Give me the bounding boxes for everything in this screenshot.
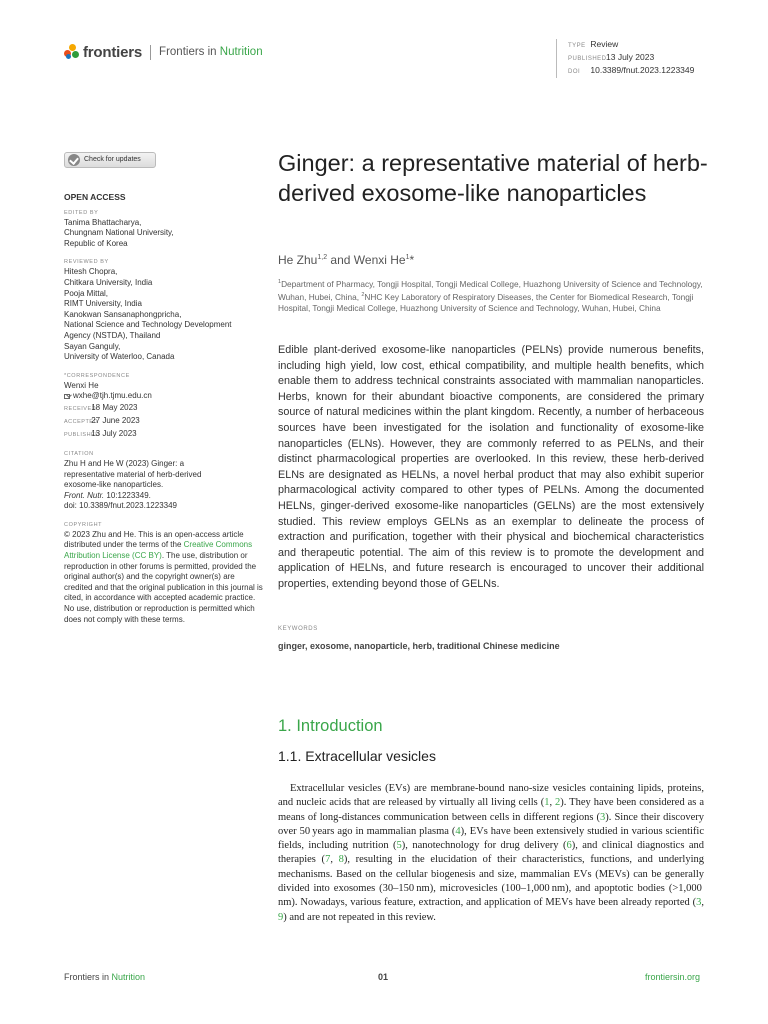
date-received: RECEIVED 18 May 2023 — [64, 402, 138, 412]
subsection-heading-extracellular-vesicles: 1.1. Extracellular vesicles — [278, 748, 436, 764]
brand-divider — [150, 45, 151, 60]
affiliations: $^1$Department of Pharmacy, Tongji Hospital, Tongji Medical College, Huazhong University of Science and Technology, Wuhan, Hubei, China, $^2$NHC Key Laboratory of Respiratory Diseases, the Center for Biomedical Research, Tongji Hospital, Tongji Medical College, Huazhong University of Science and Technology, Wuhan, Hubei, China — [278, 278, 703, 313]
footer-journal[interactable]: Frontiers in Nutrition — [64, 972, 146, 982]
date-published: PUBLISHED 13 July 2023 — [64, 428, 137, 438]
keywords-label: KEYWORDS — [278, 626, 318, 632]
meta-published: PUBLISHED13 July 2023 — [568, 52, 655, 62]
correspondence-name: Wenxi He — [64, 380, 99, 390]
citation-link-9[interactable]: 9 — [278, 911, 284, 923]
reviewed-by-label: REVIEWED BY — [64, 259, 109, 266]
mail-icon — [64, 394, 70, 399]
article-meta — [556, 39, 694, 78]
brand-name: frontiers — [83, 43, 143, 61]
reviewer-list: Hitesh Chopra, Chitkara University, India Pooja Mittal, RIMT University, India Kanokwan Sansanaphongpricha, National Science and Technology Development Agency (NSTDA), Thailand Sayan Ganguly, University of Waterloo, Canada — [64, 267, 232, 362]
check-for-updates-button[interactable]: Check for updates — [64, 152, 156, 168]
article-sidebar — [64, 152, 264, 625]
open-access-label: OPEN ACCESS — [64, 192, 126, 202]
citation-link-1[interactable]: 1 — [544, 797, 550, 809]
correspondence-email[interactable]: wxhe@tjh.tjmu.edu.cn — [64, 391, 264, 402]
citation-link-5[interactable]: 5 — [396, 840, 402, 852]
author-wenxi-he[interactable]: Wenxi He — [353, 253, 406, 267]
citation-label: CITATION — [64, 450, 94, 457]
meta-type: TYPE Review — [568, 39, 619, 49]
author-list: He Zhu$^{1,2}$ and Wenxi He$^1$* — [278, 253, 415, 267]
page-number: 01 — [378, 972, 389, 982]
citation-link-4[interactable]: 4 — [455, 825, 461, 837]
citation-link-3[interactable]: 3 — [600, 811, 606, 823]
frontiers-logo-icon — [64, 44, 80, 60]
date-accepted: ACCEPTED 27 June 2023 — [64, 415, 140, 425]
copyright-text: © 2023 Zhu and He. This is an open-access article distributed under the terms of the Creative Commons Attribution License (CC BY). The use, distribution or reproduction in other forums is permitted, provided the original author(s) and the copyright owner(s) are credited and that the original publication in this journal is cited, in accordance with accepted academic practice. No use, distribution or reproduction is permitted which does not comply with these terms. — [64, 529, 263, 624]
citation-link-8[interactable]: 8 — [338, 854, 344, 866]
meta-doi[interactable]: DOI 10.3389/fnut.2023.1223349 — [568, 65, 695, 75]
section-heading-introduction: 1. Introduction — [278, 717, 383, 735]
editor-info: Tanima Bhattacharya, Chungnam National University, Republic of Korea — [64, 217, 174, 248]
edited-by-label: EDITED BY — [64, 209, 99, 216]
cc-by-license-link[interactable]: Creative Commons Attribution License (CC BY) — [64, 540, 253, 561]
citation-link-7[interactable]: 7 — [325, 854, 331, 866]
keywords: ginger, exosome, nanoparticle, herb, traditional Chinese medicine — [278, 641, 560, 651]
article-title: Ginger: a representative material of herb-derived exosome-like nanoparticles — [278, 150, 708, 206]
author-he-zhu[interactable]: He Zhu — [278, 253, 318, 267]
frontiers-brand[interactable] — [64, 41, 263, 63]
body-paragraph: Extracellular vesicles (EVs) are membrane-bound nano-size vesicles containing lipids, proteins, and nucleic acids that are released by virtually all living cells (1, 2). They have been considered as a means of long-distances communication between cells in different regions (3). Since their discovery over 50 years ago in mammalian plasma (4), EVs have been extensively studied in various scientific fields, including nutrition (5), nanotechnology for drug delivery (6), and clinical diagnostics and therapies (7, 8), resulting in the elucidation of their characteristics, functions, and underlying mechanisms. Based on the cellular biogenesis and size, mammalian EVs (MEVs) can be generally divided into exosomes (30–150 nm), microvesicles (100–1,000 nm), and apoptotic bodies (>1,000 nm). Nowadays, various feature, extraction, and application of MEVs have been already reported (3, 9) and are not repeated in this review. — [278, 783, 705, 923]
abstract: Edible plant-derived exosome-like nanoparticles (PELNs) provide numerous benefits, including high yield, low cost, ethical compatibility, and multiple health benefits, which enable them to address technical constraints associated with mammalian nanoparticles. Herbs, known for their abundant bioactive components, are considered the primary source of natural medicines within the plant kingdom. Recently, a number of herbaceous sources have been investigated for the isolation and functionality of exosome-like nanoparticles (ELNs). However, they are commonly referred to as PELNs, and their distinct pharmacological properties are overlooked. In this review, these herb-derived ELNs are designated as HELNs, a novel herbal product that may also exhibit superior pharmacological activity compared to other types of PELNs. Among the documented HELNs, ginger-derived exosome-like nanoparticles (GELNs) are the most extensively studied. This review employs GELNs as an exemplar to delineate the process of extraction and purification, together with their physical and biochemical characteristics and therapeutic potential. The aim of this review is to promote the development and application of HELNs, and future research is encouraged to uncover their additional properties, extending beyond those of GELNs. — [278, 344, 704, 590]
copyright-label: COPYRIGHT — [64, 521, 103, 528]
correspondence-label: *CORRESPONDENCE — [64, 372, 130, 379]
check-updates-icon — [68, 154, 80, 166]
citation-link-6[interactable]: 6 — [566, 840, 572, 852]
footer-site-link[interactable]: frontiersin.org — [645, 972, 701, 982]
citation-link-3b[interactable]: 3 — [696, 897, 702, 909]
journal-title[interactable]: Frontiers in Nutrition — [159, 46, 263, 58]
citation-text: Zhu H and He W (2023) Ginger: a representative material of herb-derived exosome-like nanoparticles. Front. Nutr. 10:1223349. doi: 10.3389/fnut.2023.1223349 — [64, 458, 202, 511]
citation-link-2[interactable]: 2 — [555, 797, 561, 809]
